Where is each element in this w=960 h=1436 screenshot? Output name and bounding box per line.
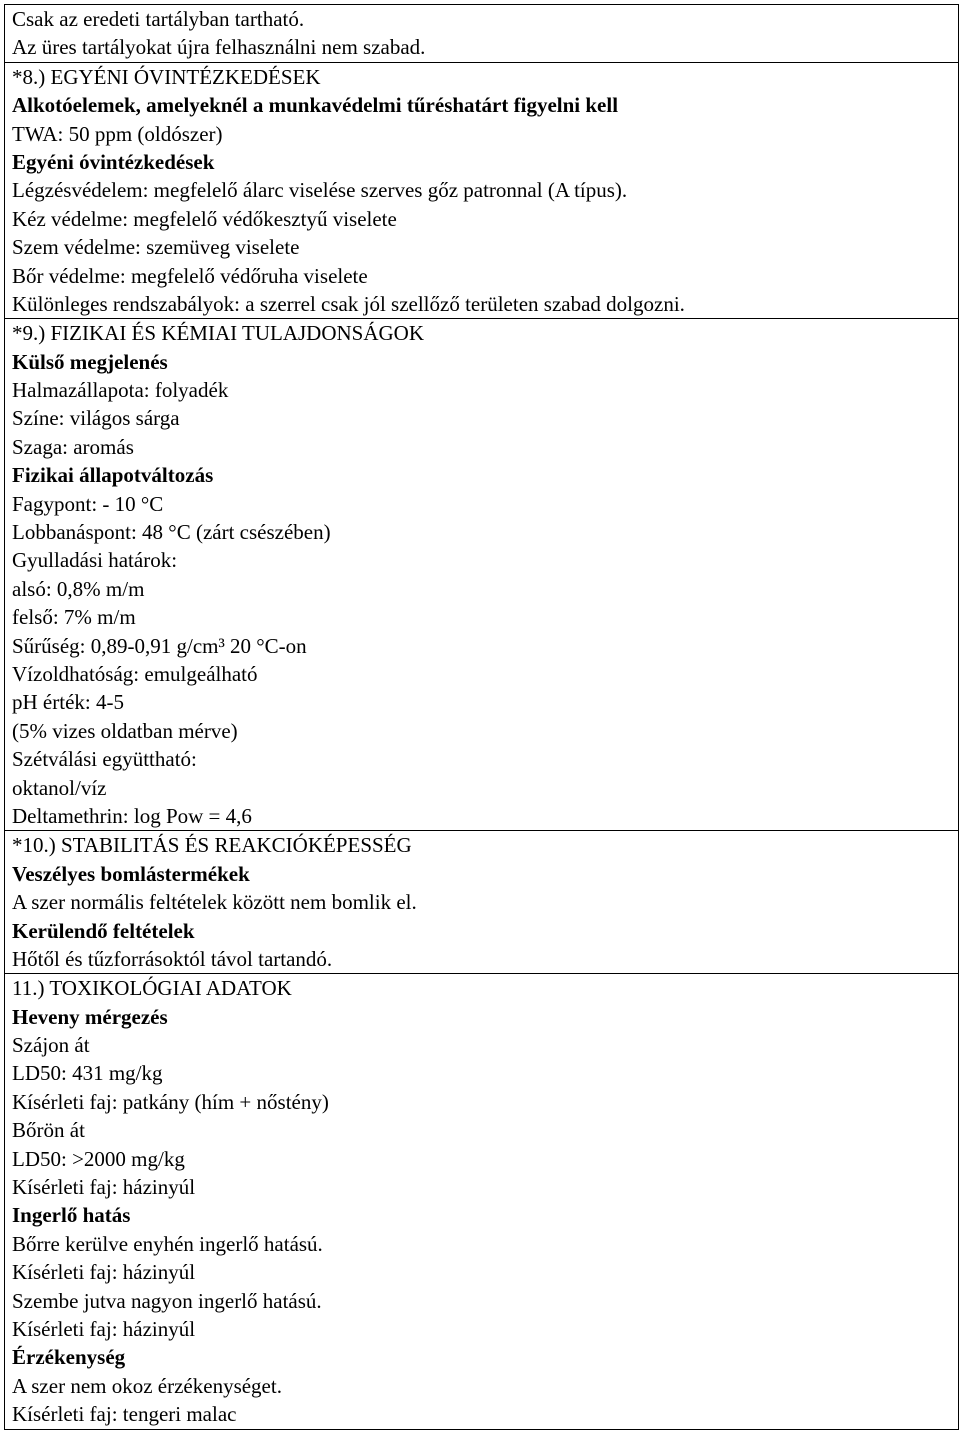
- document-table: [4, 4, 959, 1430]
- text-line: Gyulladási határok:: [12, 548, 178, 573]
- section-heading: 11.) TOXIKOLÓGIAI ADATOK: [12, 976, 292, 1001]
- text-line: Bőr védelme: megfelelő védőruha viselete: [12, 263, 368, 288]
- text-line: Szaga: aromás: [12, 434, 134, 459]
- text-line: Kísérleti faj: házinyúl: [12, 1260, 196, 1285]
- section-subheading: Kerülendő feltételek: [12, 918, 195, 943]
- section-1: [5, 4, 958, 62]
- text-line: Kéz védelme: megfelelő védőkesztyű viselete: [12, 206, 397, 231]
- text-line: Színe: világos sárga: [12, 406, 180, 431]
- text-line: A szer normális feltételek között nem bomlik el.: [12, 890, 417, 915]
- text-line: Lobbanáspont: 48 °C (zárt csészében): [12, 520, 331, 545]
- section-heading: *9.) FIZIKAI ÉS KÉMIAI TULAJDONSÁGOK: [12, 321, 425, 346]
- text-line: LD50: >2000 mg/kg: [12, 1146, 185, 1171]
- section-subheading: Heveny mérgezés: [12, 1004, 168, 1029]
- text-line: Halmazállapota: folyadék: [12, 378, 229, 403]
- text-line: Kísérleti faj: házinyúl: [12, 1316, 196, 1341]
- section-subheading: Veszélyes bomlástermékek: [12, 861, 250, 886]
- text-line: LD50: 431 mg/kg: [12, 1061, 163, 1086]
- text-line: oktanol/víz: [12, 775, 107, 800]
- section-subheading: Egyéni óvintézkedések: [12, 149, 215, 174]
- text-line: Kísérleti faj: tengeri malac: [12, 1402, 237, 1427]
- text-line: Kísérleti faj: patkány (hím + nőstény): [12, 1089, 329, 1114]
- text-line: Szem védelme: szemüveg viselete: [12, 235, 300, 260]
- text-line: Különleges rendszabályok: a szerrel csak jól szellőző területen szabad dolgozni.: [12, 291, 685, 316]
- section-heading: *8.) EGYÉNI ÓVINTÉZKEDÉSEK: [12, 64, 321, 89]
- text-line: TWA: 50 ppm (oldószer): [12, 121, 223, 146]
- text-line: Szembe jutva nagyon ingerlő hatású.: [12, 1288, 322, 1313]
- text-line: pH érték: 4-5: [12, 690, 124, 715]
- text-line: felső: 7% m/m: [12, 605, 136, 630]
- text-line: Deltamethrin: log Pow = 4,6: [12, 803, 252, 828]
- section-subheading: Külső megjelenés: [12, 349, 168, 374]
- section-5: [5, 973, 958, 1429]
- section-subheading: Ingerlő hatás: [12, 1203, 131, 1228]
- text-line: A szer nem okoz érzékenységet.: [12, 1373, 282, 1398]
- text-line: (5% vizes oldatban mérve): [12, 718, 238, 743]
- section-heading: *10.) STABILITÁS ÉS REAKCIÓKÉPESSÉG: [12, 833, 412, 858]
- section-subheading: Érzékenység: [12, 1345, 126, 1370]
- text-line: Az üres tartályokat újra felhasználni nem szabad.: [12, 35, 426, 60]
- section-subheading: Fizikai állapotváltozás: [12, 463, 214, 488]
- text-line: Szájon át: [12, 1033, 90, 1058]
- text-line: Vízoldhatóság: emulgeálható: [12, 661, 258, 686]
- section-3: [5, 318, 958, 830]
- section-2: [5, 62, 958, 319]
- text-line: Csak az eredeti tartályban tartható.: [12, 7, 305, 31]
- text-line: Hőtől és tűzforrásoktól távol tartandó.: [12, 946, 333, 971]
- section-4: [5, 830, 958, 973]
- text-line: Kísérleti faj: házinyúl: [12, 1175, 196, 1200]
- text-line: Légzésvédelem: megfelelő álarc viselése szerves gőz patronnal (A típus).: [12, 178, 628, 203]
- section-subheading: Alkotóelemek, amelyeknél a munkavédelmi tűréshatárt figyelni kell: [12, 93, 619, 118]
- text-line: Bőrön át: [12, 1118, 85, 1143]
- text-line: alsó: 0,8% m/m: [12, 576, 145, 601]
- text-line: Bőrre kerülve enyhén ingerlő hatású.: [12, 1231, 323, 1256]
- text-line: Sűrűség: 0,89-0,91 g/cm³ 20 °C-on: [12, 633, 307, 658]
- text-line: Fagypont: - 10 °C: [12, 491, 164, 516]
- text-line: Szétválási együttható:: [12, 747, 197, 772]
